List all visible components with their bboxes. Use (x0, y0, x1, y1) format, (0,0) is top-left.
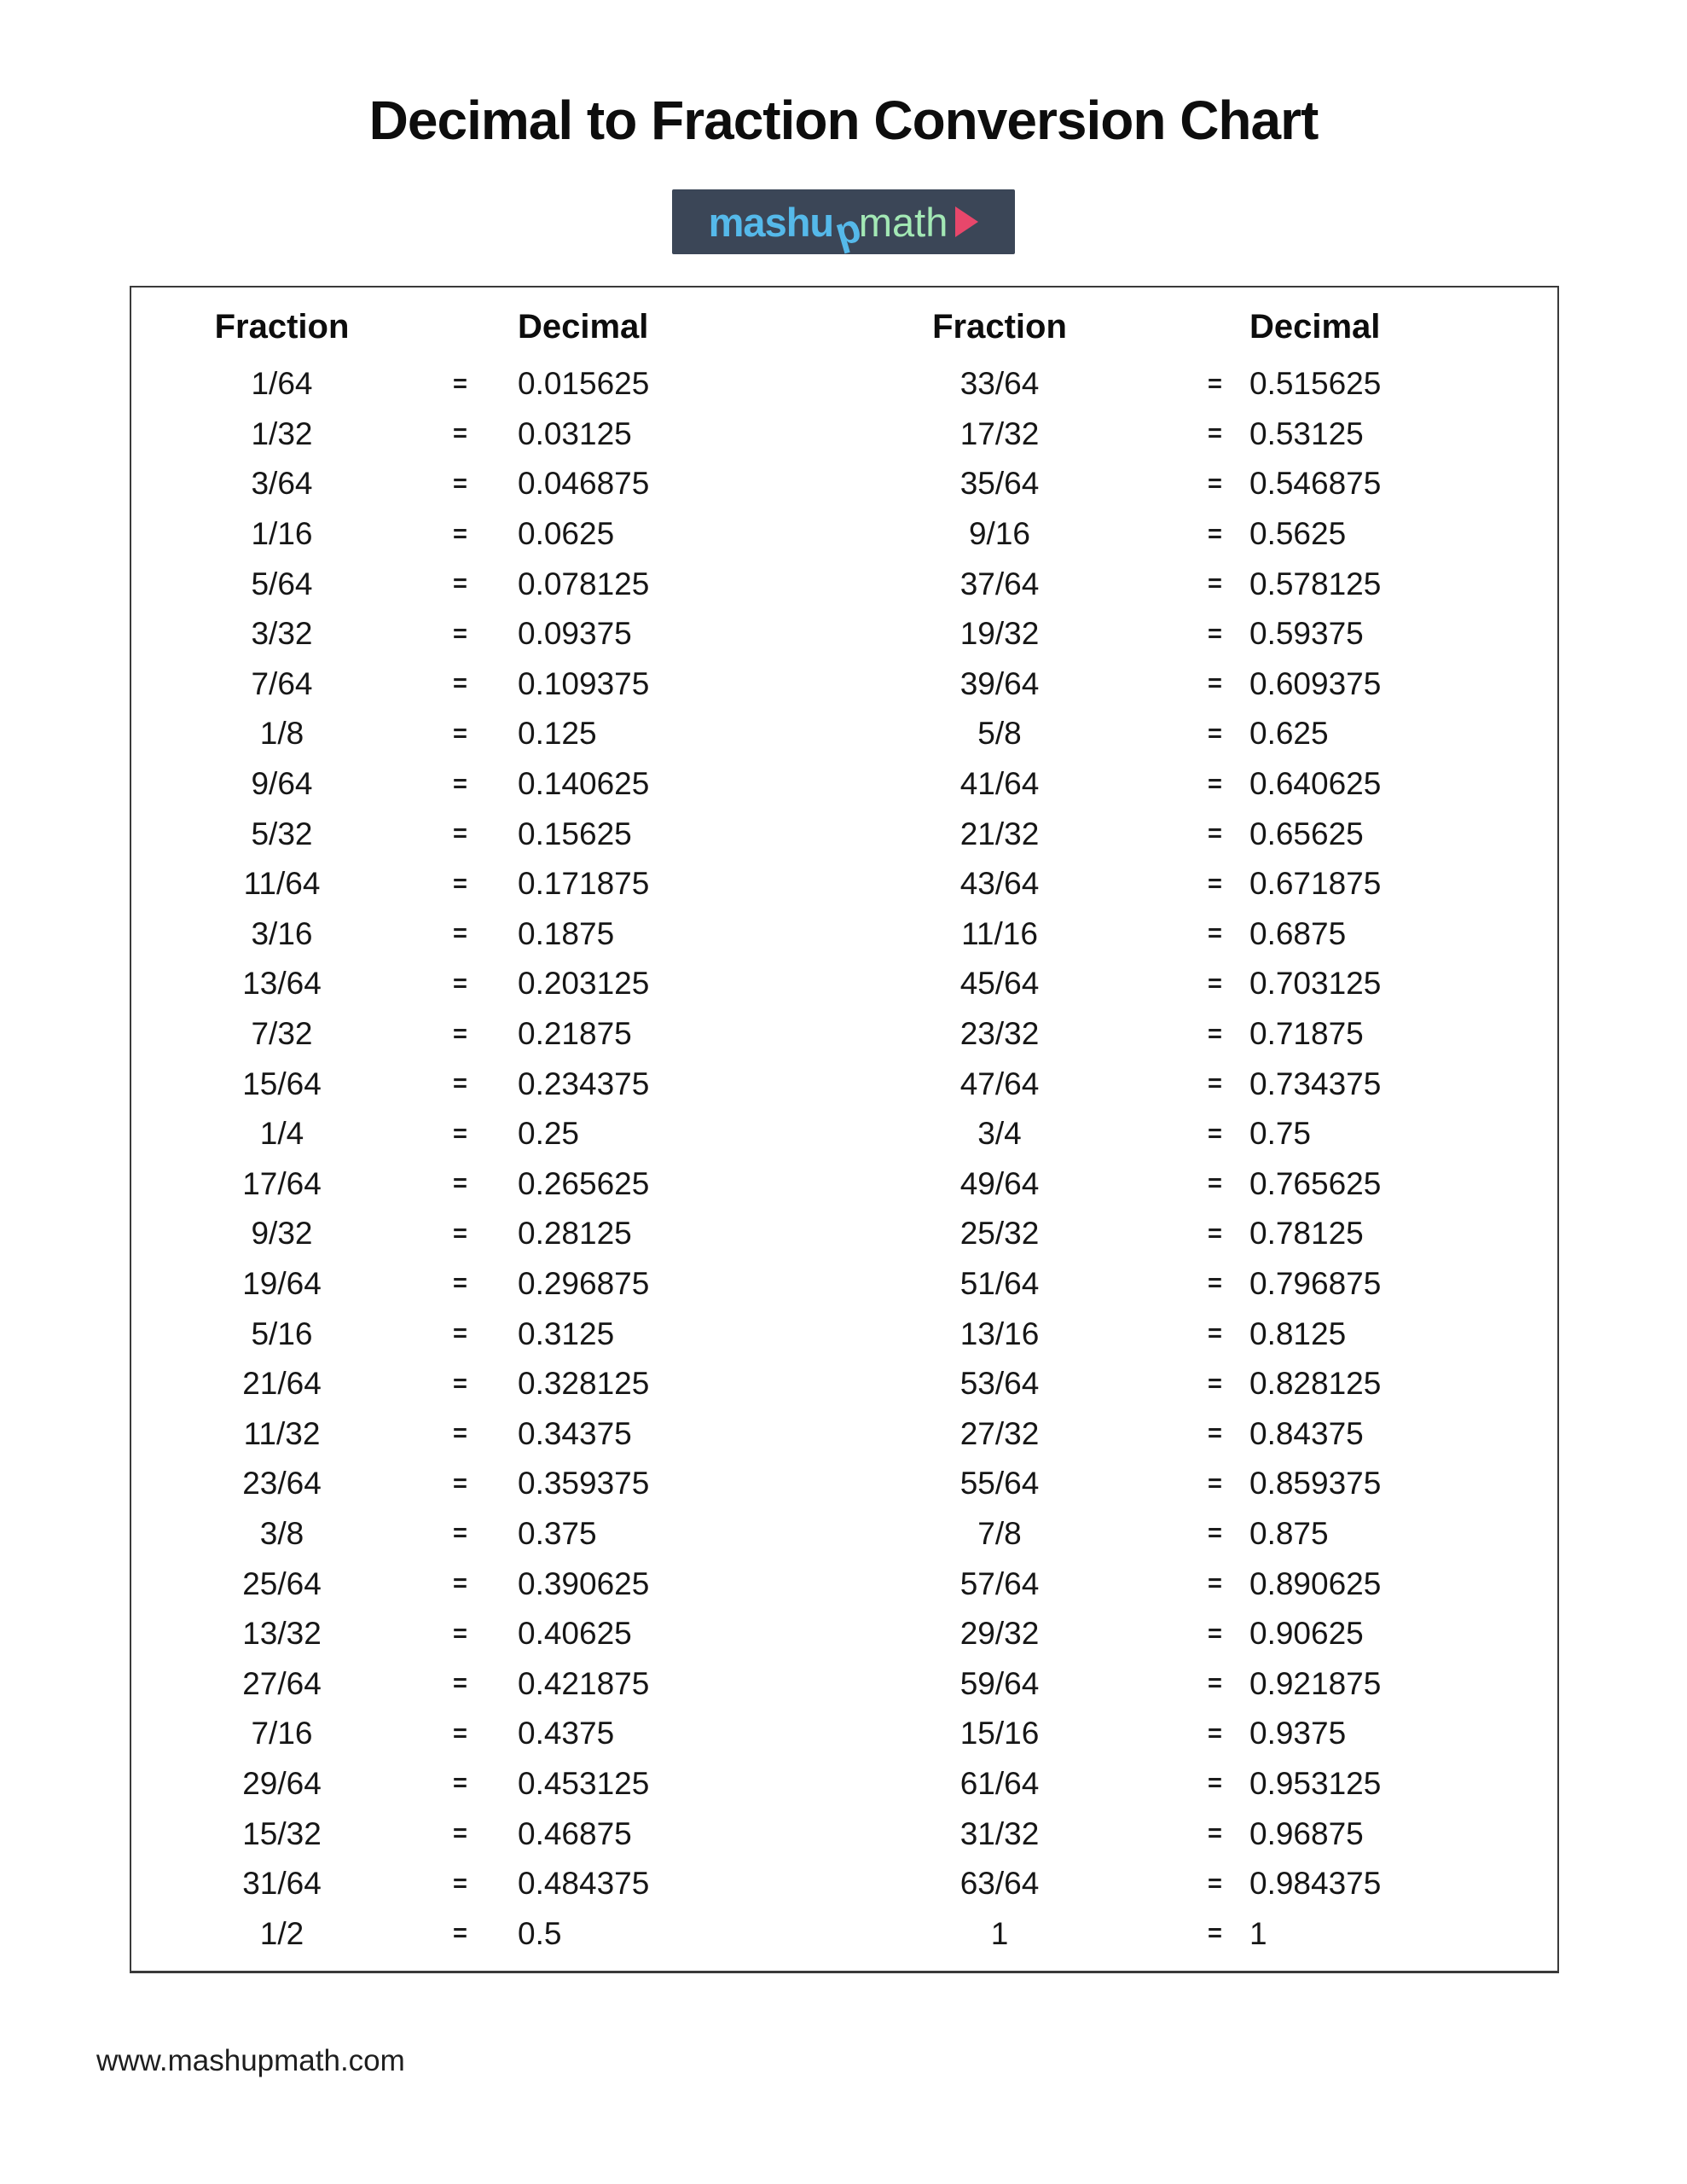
decimal-cell: 0.265625 (518, 1165, 650, 1201)
decimal-cell: 0.109375 (518, 665, 650, 701)
equals-sign: = (1208, 1820, 1222, 1848)
decimal-cell: 0.875 (1249, 1515, 1329, 1551)
logo-tilted-p: p (829, 204, 866, 254)
fraction-cell: 29/64 (242, 1765, 322, 1801)
decimal-cell: 0.984375 (1249, 1866, 1382, 1902)
equals-sign: = (1208, 1570, 1222, 1598)
header-fraction-right: Fraction (932, 307, 1067, 346)
equals-sign: = (1208, 369, 1222, 398)
decimal-cell: 0.46875 (518, 1815, 632, 1851)
table-rows (131, 359, 1557, 1971)
fraction-cell: 21/32 (959, 816, 1040, 851)
decimal-cell: 0.84375 (1249, 1415, 1364, 1451)
decimal-cell: 0.6875 (1249, 915, 1347, 951)
equals-sign: = (1208, 1670, 1222, 1698)
decimal-cell: 0.03125 (518, 415, 632, 451)
equals-sign: = (453, 1719, 467, 1747)
fraction-cell: 11/16 (961, 915, 1038, 951)
equals-sign: = (1208, 1219, 1222, 1247)
table-row (131, 1658, 1557, 1709)
decimal-cell: 0.34375 (518, 1415, 632, 1451)
table-row (131, 759, 1557, 810)
decimal-cell: 0.890625 (1249, 1565, 1382, 1601)
table-row (131, 909, 1557, 960)
decimal-cell: 0.734375 (1249, 1066, 1382, 1101)
equals-sign: = (453, 1170, 467, 1198)
decimal-cell: 0.296875 (518, 1265, 650, 1301)
equals-sign: = (1208, 770, 1222, 798)
table-row (131, 1609, 1557, 1659)
fraction-cell: 23/32 (959, 1016, 1040, 1052)
fraction-cell: 27/64 (242, 1665, 322, 1701)
table-row (131, 1809, 1557, 1859)
table-row (131, 1709, 1557, 1759)
decimal-cell: 1 (1249, 1915, 1267, 1951)
fraction-cell: 11/64 (243, 866, 321, 902)
equals-sign: = (453, 1219, 467, 1247)
equals-sign: = (453, 1119, 467, 1147)
play-triangle-icon (955, 206, 978, 237)
fraction-cell: 41/64 (959, 766, 1040, 802)
equals-sign: = (453, 1869, 467, 1897)
fraction-cell: 5/8 (977, 716, 1022, 752)
fraction-cell: 5/16 (251, 1316, 313, 1351)
fraction-cell: 31/32 (959, 1815, 1040, 1851)
table-row (131, 459, 1557, 509)
equals-sign: = (453, 1820, 467, 1848)
decimal-cell: 0.765625 (1249, 1165, 1382, 1201)
decimal-cell: 0.40625 (518, 1616, 632, 1652)
fraction-cell: 9/16 (968, 516, 1030, 552)
decimal-cell: 0.59375 (1249, 616, 1364, 652)
decimal-cell: 0.71875 (1249, 1016, 1364, 1052)
equals-sign: = (453, 570, 467, 598)
fraction-cell: 39/64 (959, 665, 1040, 701)
equals-sign: = (453, 1769, 467, 1798)
equals-sign: = (453, 969, 467, 997)
decimal-cell: 0.703125 (1249, 966, 1382, 1002)
fraction-cell: 1 (990, 1915, 1009, 1951)
fraction-cell: 31/64 (242, 1866, 322, 1902)
page-title: Decimal to Fraction Conversion Chart (368, 90, 1319, 151)
table-row (131, 1859, 1557, 1909)
fraction-cell: 3/64 (251, 466, 313, 502)
decimal-cell: 0.5 (518, 1915, 562, 1951)
table-header-row (131, 288, 1557, 359)
fraction-cell: 43/64 (959, 866, 1040, 902)
equals-sign: = (1208, 420, 1222, 448)
decimal-cell: 0.515625 (1249, 366, 1382, 402)
decimal-cell: 0.046875 (518, 466, 650, 502)
equals-sign: = (1208, 820, 1222, 848)
decimal-cell: 0.21875 (518, 1016, 632, 1052)
decimal-cell: 0.359375 (518, 1466, 650, 1502)
fraction-cell: 51/64 (959, 1265, 1040, 1301)
equals-sign: = (453, 770, 467, 798)
decimal-cell: 0.640625 (1249, 766, 1382, 802)
decimal-cell: 0.578125 (1249, 566, 1382, 601)
fraction-cell: 7/8 (977, 1515, 1022, 1551)
table-row (131, 609, 1557, 659)
decimal-cell: 0.828125 (1249, 1366, 1382, 1402)
equals-sign: = (1208, 1519, 1222, 1548)
header-decimal-right: Decimal (1249, 307, 1381, 346)
equals-sign: = (453, 670, 467, 698)
decimal-cell: 0.125 (518, 716, 597, 752)
header-fraction-left: Fraction (214, 307, 350, 346)
decimal-cell: 0.8125 (1249, 1316, 1347, 1351)
equals-sign: = (1208, 1070, 1222, 1098)
conversion-table (130, 286, 1559, 1973)
decimal-cell: 0.625 (1249, 716, 1329, 752)
equals-sign: = (453, 619, 467, 648)
equals-sign: = (1208, 570, 1222, 598)
decimal-cell: 0.28125 (518, 1216, 632, 1252)
fraction-cell: 7/16 (251, 1716, 313, 1751)
equals-sign: = (453, 520, 467, 548)
table-row (131, 659, 1557, 710)
fraction-cell: 1/64 (251, 366, 313, 402)
equals-sign: = (453, 869, 467, 897)
equals-sign: = (1208, 619, 1222, 648)
fraction-cell: 49/64 (959, 1165, 1040, 1201)
decimal-cell: 0.421875 (518, 1665, 650, 1701)
fraction-cell: 25/64 (242, 1565, 322, 1601)
table-row (131, 1759, 1557, 1809)
fraction-cell: 7/32 (251, 1016, 313, 1052)
fraction-cell: 1/2 (259, 1915, 304, 1951)
fraction-cell: 1/16 (251, 516, 313, 552)
fraction-cell: 33/64 (959, 366, 1040, 402)
fraction-cell: 47/64 (959, 1066, 1040, 1101)
table-row (131, 709, 1557, 759)
decimal-cell: 0.09375 (518, 616, 632, 652)
fraction-cell: 61/64 (959, 1765, 1040, 1801)
fraction-cell: 13/64 (242, 966, 322, 1002)
equals-sign: = (1208, 1170, 1222, 1198)
equals-sign: = (1208, 1320, 1222, 1348)
decimal-cell: 0.78125 (1249, 1216, 1364, 1252)
decimal-cell: 0.75 (1249, 1116, 1312, 1152)
decimal-cell: 0.328125 (518, 1366, 650, 1402)
equals-sign: = (453, 1570, 467, 1598)
equals-sign: = (1208, 1119, 1222, 1147)
equals-sign: = (453, 1670, 467, 1698)
table-row (131, 1559, 1557, 1609)
equals-sign: = (453, 469, 467, 497)
decimal-cell: 0.453125 (518, 1765, 650, 1801)
decimal-cell: 0.9375 (1249, 1716, 1347, 1751)
fraction-cell: 23/64 (242, 1466, 322, 1502)
decimal-cell: 0.015625 (518, 366, 650, 402)
table-row (131, 809, 1557, 859)
equals-sign: = (1208, 869, 1222, 897)
equals-sign: = (453, 369, 467, 398)
table-row (131, 359, 1557, 410)
equals-sign: = (1208, 719, 1222, 747)
fraction-cell: 15/64 (242, 1066, 322, 1101)
decimal-cell: 0.5625 (1249, 516, 1347, 552)
decimal-cell: 0.375 (518, 1515, 597, 1551)
fraction-cell: 45/64 (959, 966, 1040, 1002)
footer-url: www.mashupmath.com (96, 2044, 405, 2077)
header-decimal-left: Decimal (518, 307, 649, 346)
decimal-cell: 0.65625 (1249, 816, 1364, 851)
fraction-cell: 19/64 (242, 1265, 322, 1301)
equals-sign: = (1208, 1019, 1222, 1048)
equals-sign: = (453, 1920, 467, 1948)
decimal-cell: 0.3125 (518, 1316, 615, 1351)
decimal-cell: 0.234375 (518, 1066, 650, 1101)
equals-sign: = (453, 1320, 467, 1348)
equals-sign: = (1208, 1769, 1222, 1798)
fraction-cell: 35/64 (959, 466, 1040, 502)
fraction-cell: 15/16 (959, 1716, 1040, 1751)
equals-sign: = (453, 1619, 467, 1647)
equals-sign: = (1208, 1869, 1222, 1897)
table-row (131, 1159, 1557, 1210)
table-row (131, 1359, 1557, 1409)
table-row (131, 1459, 1557, 1509)
table-row (131, 1209, 1557, 1259)
table-row (131, 1409, 1557, 1459)
equals-sign: = (453, 1019, 467, 1048)
equals-sign: = (1208, 1369, 1222, 1397)
table-row (131, 1309, 1557, 1359)
table-row (131, 509, 1557, 560)
fraction-cell: 9/32 (251, 1216, 313, 1252)
equals-sign: = (453, 719, 467, 747)
table-row (131, 1259, 1557, 1310)
decimal-cell: 0.0625 (518, 516, 615, 552)
fraction-cell: 37/64 (959, 566, 1040, 601)
decimal-cell: 0.1875 (518, 915, 615, 951)
decimal-cell: 0.140625 (518, 766, 650, 802)
table-row (131, 559, 1557, 609)
fraction-cell: 13/32 (242, 1616, 322, 1652)
table-row (131, 1059, 1557, 1109)
equals-sign: = (453, 920, 467, 948)
table-row (131, 1009, 1557, 1060)
equals-sign: = (453, 1369, 467, 1397)
fraction-cell: 3/16 (251, 915, 313, 951)
decimal-cell: 0.203125 (518, 966, 650, 1002)
equals-sign: = (1208, 520, 1222, 548)
decimal-cell: 0.96875 (1249, 1815, 1364, 1851)
fraction-cell: 7/64 (251, 665, 313, 701)
fraction-cell: 27/32 (959, 1415, 1040, 1451)
equals-sign: = (453, 820, 467, 848)
table-row (131, 959, 1557, 1009)
decimal-cell: 0.078125 (518, 566, 650, 601)
decimal-cell: 0.953125 (1249, 1765, 1382, 1801)
mashupmath-logo (672, 189, 1015, 254)
decimal-cell: 0.859375 (1249, 1466, 1382, 1502)
equals-sign: = (453, 1420, 467, 1448)
fraction-cell: 9/64 (251, 766, 313, 802)
decimal-cell: 0.15625 (518, 816, 632, 851)
fraction-cell: 3/32 (251, 616, 313, 652)
fraction-cell: 25/32 (959, 1216, 1040, 1252)
fraction-cell: 19/32 (959, 616, 1040, 652)
table-row (131, 1908, 1557, 1959)
fraction-cell: 15/32 (242, 1815, 322, 1851)
equals-sign: = (453, 1469, 467, 1497)
equals-sign: = (453, 1269, 467, 1298)
equals-sign: = (1208, 1469, 1222, 1497)
decimal-cell: 0.390625 (518, 1565, 650, 1601)
decimal-cell: 0.171875 (518, 866, 650, 902)
decimal-cell: 0.4375 (518, 1716, 615, 1751)
equals-sign: = (1208, 670, 1222, 698)
fraction-cell: 17/32 (959, 415, 1040, 451)
decimal-cell: 0.53125 (1249, 415, 1364, 451)
equals-sign: = (453, 420, 467, 448)
decimal-cell: 0.484375 (518, 1866, 650, 1902)
fraction-cell: 57/64 (959, 1565, 1040, 1601)
equals-sign: = (1208, 469, 1222, 497)
fraction-cell: 3/4 (977, 1116, 1022, 1152)
table-row (131, 1109, 1557, 1159)
fraction-cell: 53/64 (959, 1366, 1040, 1402)
fraction-cell: 5/64 (251, 566, 313, 601)
equals-sign: = (453, 1070, 467, 1098)
equals-sign: = (1208, 1920, 1222, 1948)
equals-sign: = (1208, 1269, 1222, 1298)
fraction-cell: 1/32 (251, 415, 313, 451)
decimal-cell: 0.90625 (1249, 1616, 1364, 1652)
table-row (131, 859, 1557, 909)
decimal-cell: 0.609375 (1249, 665, 1382, 701)
fraction-cell: 21/64 (242, 1366, 322, 1402)
decimal-cell: 0.25 (518, 1116, 580, 1152)
logo-text-mashup: mashup (708, 199, 866, 254)
decimal-cell: 0.671875 (1249, 866, 1382, 902)
fraction-cell: 63/64 (959, 1866, 1040, 1902)
equals-sign: = (1208, 920, 1222, 948)
fraction-cell: 17/64 (242, 1165, 322, 1201)
equals-sign: = (1208, 1420, 1222, 1448)
decimal-cell: 0.546875 (1249, 466, 1382, 502)
table-row (131, 410, 1557, 460)
fraction-cell: 1/8 (259, 716, 304, 752)
fraction-cell: 55/64 (959, 1466, 1040, 1502)
equals-sign: = (453, 1519, 467, 1548)
equals-sign: = (1208, 969, 1222, 997)
decimal-cell: 0.921875 (1249, 1665, 1382, 1701)
decimal-cell: 0.796875 (1249, 1265, 1382, 1301)
table-row (131, 1509, 1557, 1560)
equals-sign: = (1208, 1619, 1222, 1647)
logo-text-math: math (858, 199, 948, 245)
fraction-cell: 3/8 (259, 1515, 304, 1551)
fraction-cell: 59/64 (959, 1665, 1040, 1701)
equals-sign: = (1208, 1719, 1222, 1747)
fraction-cell: 1/4 (259, 1116, 304, 1152)
fraction-cell: 11/32 (243, 1415, 321, 1451)
fraction-cell: 5/32 (251, 816, 313, 851)
fraction-cell: 13/16 (959, 1316, 1040, 1351)
fraction-cell: 29/32 (959, 1616, 1040, 1652)
